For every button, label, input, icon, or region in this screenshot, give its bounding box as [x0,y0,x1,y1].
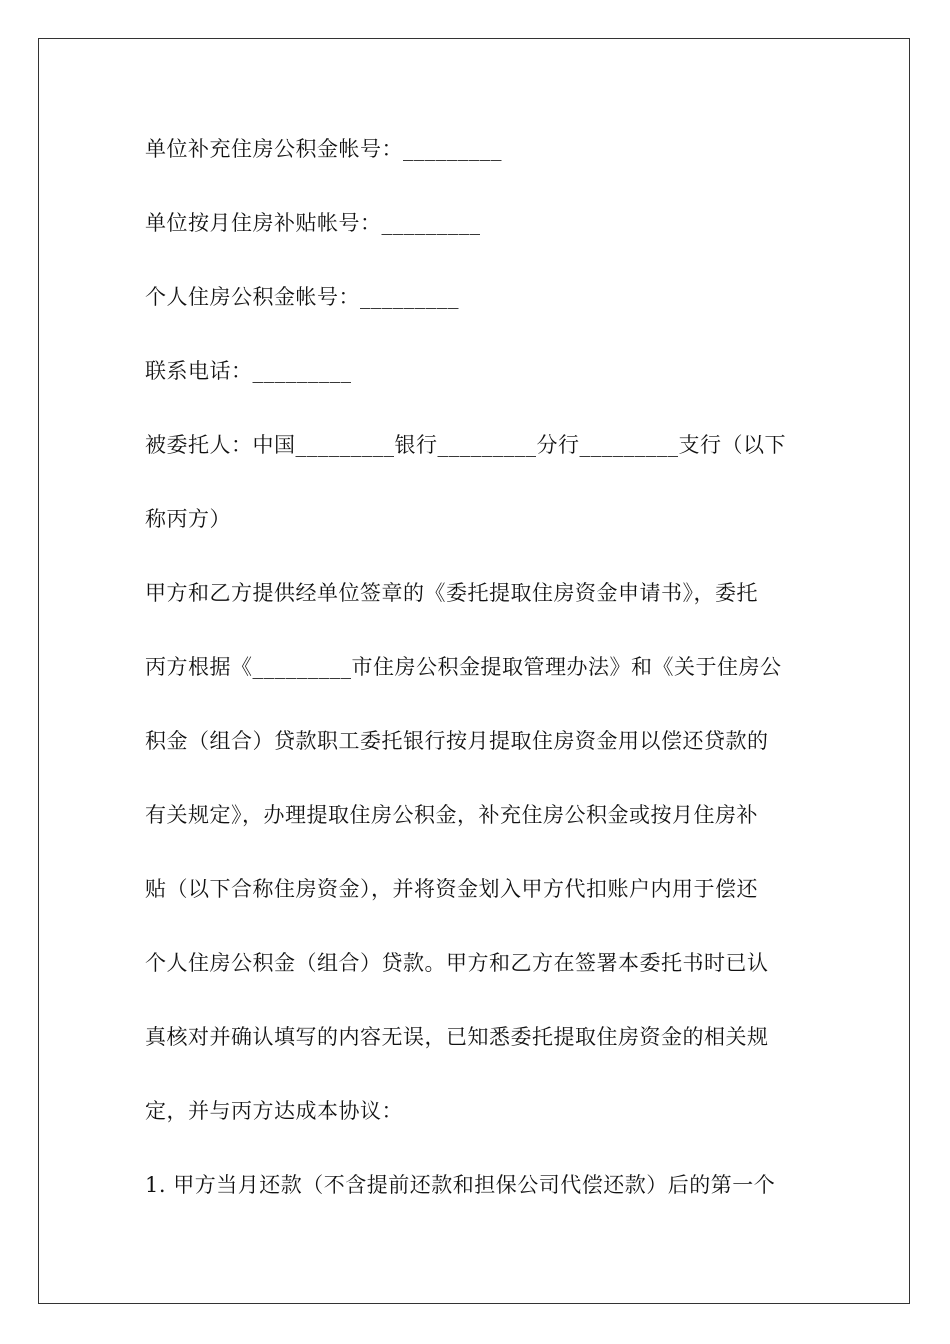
paragraph-line: 有关规定》，办理提取住房公积金，补充住房公积金或按月住房补 [145,803,758,827]
field-supplementary-fund-account: 单位补充住房公积金帐号：_________ [145,137,502,161]
paragraph-line: 甲方和乙方提供经单位签章的《委托提取住房资金申请书》，委托 [145,581,758,605]
paragraph-line: 个人住房公积金（组合）贷款。甲方和乙方在签署本委托书时已认 [145,951,769,975]
paragraph-line: 称丙方） [145,507,231,531]
paragraph-line: 真核对并确认填写的内容无误，已知悉委托提取住房资金的相关规 [145,1025,769,1049]
document-body [145,128,815,1238]
paragraph-line: 定，并与丙方达成本协议： [145,1099,403,1123]
field-contact-phone: 联系电话：_________ [145,359,352,383]
clause-1-line: 1. 甲方当月还款（不含提前还款和担保公司代偿还款）后的第一个 [145,1173,776,1197]
paragraph-line: 积金（组合）贷款职工委托银行按月提取住房资金用以偿还贷款的 [145,729,769,753]
field-personal-fund-account: 个人住房公积金帐号：_________ [145,285,459,309]
field-monthly-subsidy-account: 单位按月住房补贴帐号：_________ [145,211,481,235]
paragraph-line: 丙方根据《_________市住房公积金提取管理办法》和《关于住房公 [145,655,782,679]
field-trustee: 被委托人：中国_________银行_________分行_________支行（以下 [145,433,786,457]
paragraph-line: 贴（以下合称住房资金），并将资金划入甲方代扣账户内用于偿还 [145,877,758,901]
